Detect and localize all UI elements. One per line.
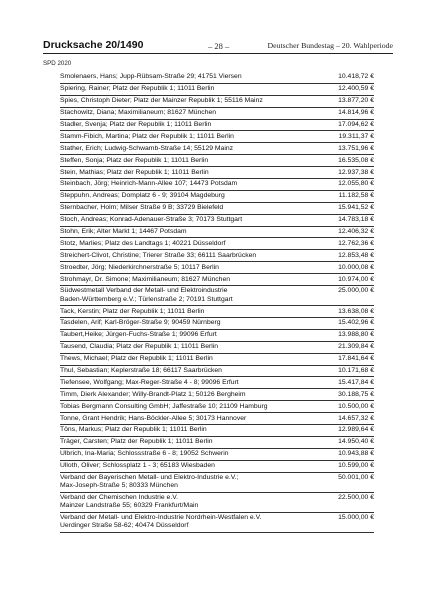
table-row — [60, 179, 374, 191]
table-row — [60, 461, 374, 473]
donation-amount: 12.762,36 € — [338, 239, 374, 247]
table-row — [60, 250, 374, 262]
donor-name-address: Stohn, Erik; Alter Markt 1; 14467 Potsdam — [60, 227, 187, 235]
table-row — [60, 84, 374, 96]
donor-name-address: Tasdelen, Arif; Karl-Bröger-Straße 9; 90459 Nürnberg — [60, 319, 221, 327]
donation-amount: 14.950,40 € — [338, 438, 374, 446]
donation-amount: 12.406,32 € — [338, 227, 374, 235]
donor-name-address: Taubert,Heike; Jürgen-Fuchs-Straße 1; 99096 Erfurt — [60, 331, 217, 339]
donor-name-address: Spies, Christoph Dieter; Platz der Mainzer Republik 1; 55116 Mainz — [60, 97, 263, 105]
donation-amount: 10.418,72 € — [338, 73, 374, 81]
table-row — [60, 167, 374, 179]
party-year-label: SPD 2020 — [43, 60, 72, 67]
table-row — [60, 413, 374, 425]
table-row — [60, 274, 374, 286]
donor-name-address: Spiering, Rainer; Platz der Republik 1; 11011 Berlin — [60, 85, 215, 93]
table-row — [60, 306, 374, 318]
donation-amount: 12.055,80 € — [338, 180, 374, 188]
table-row — [60, 342, 374, 354]
donation-amount: 19.311,37 € — [338, 132, 374, 140]
table-row — [60, 318, 374, 330]
donor-name-address: Stroedter, Jörg; Niederkirchnerstraße 5; 10117 Berlin — [60, 263, 219, 271]
donor-name-address: Steppuhn, Andreas; Domplatz 6 - 9; 39104 Magdeburg — [60, 192, 225, 200]
donor-name-address: Tobias Bergmann Consulting GmbH; Jaffestraße 10; 21109 Hamburg — [60, 402, 268, 410]
donation-amount: 22.500,00 € — [338, 494, 374, 502]
donor-name-address: Ulbrich, Ina-Maria; Schlossstraße 6 - 8; 19052 Schwerin — [60, 450, 229, 458]
table-row — [60, 238, 374, 250]
donation-amount: 13.638,08 € — [338, 307, 374, 315]
table-row — [60, 493, 374, 513]
donor-name-address: Tack, Kerstin; Platz der Republik 1; 11011 Berlin — [60, 307, 205, 315]
donation-amount: 17.841,64 € — [338, 355, 374, 363]
donation-amount: 15.402,96 € — [338, 319, 374, 327]
donation-amount: 14.814,96 € — [338, 109, 374, 117]
page-header — [43, 39, 393, 53]
donor-name-address: Steinbach, Jörg; Heinrich-Mann-Allee 107; 14473 Potsdam — [60, 180, 238, 188]
table-row — [60, 513, 374, 533]
donor-name-address: Stein, Mathias; Platz der Republik 1; 11011 Berlin — [60, 168, 209, 176]
donor-name-address: Stotz, Marlies; Platz des Landtags 1; 40221 Düsseldorf — [60, 239, 226, 247]
donor-name-address: Timm, Dierk Alexander; Willy-Brandt-Platz 1; 50126 Bergheim — [60, 390, 246, 398]
donor-name-address: Smolenaers, Hans; Jupp-Rübsam-Straße 29; 41751 Viersen — [60, 73, 242, 81]
donor-name-address: Tiefensee, Wolfgang; Max-Reger-Straße 4 - 8; 99096 Erfurt — [60, 378, 239, 386]
donation-amount: 25.000,00 € — [338, 287, 374, 295]
donation-amount: 12.853,48 € — [338, 251, 374, 259]
donation-amount: 11.182,58 € — [338, 192, 374, 200]
table-row — [60, 354, 374, 366]
donation-amount: 12.937,38 € — [338, 168, 374, 176]
header-rule — [43, 53, 393, 54]
table-row — [60, 191, 374, 203]
donor-name-address: Töns, Markus; Platz der Republik 1; 11011 Berlin — [60, 426, 207, 434]
donor-name-address: Tonne, Grant Hendrik; Hans-Böckler-Allee 5; 30173 Hannover — [60, 414, 247, 422]
donor-name-address: Thews, Michael; Platz der Republik 1; 11011 Berlin — [60, 355, 213, 363]
donation-amount: 30.188,75 € — [338, 390, 374, 398]
donor-name-address: Sternbacher, Holm; Milser Straße 9 B; 33729 Bielefeld — [60, 204, 224, 212]
donation-amount: 10.599,00 € — [338, 462, 374, 470]
table-row — [60, 437, 374, 449]
donation-amount: 50.001,00 € — [338, 473, 374, 481]
donor-name-address: Verband der Chemischen Industrie e.V. Mainzer Landstraße 55; 60329 Frankfurt/Main — [60, 494, 199, 510]
donation-amount: 12.400,59 € — [338, 85, 374, 93]
donation-amount: 21.309,84 € — [338, 343, 374, 351]
donation-amount: 10.943,88 € — [338, 450, 374, 458]
table-row — [60, 120, 374, 132]
donor-name-address: Ulloth, Oliver; Schlossplatz 1 - 3; 65183 Wiesbaden — [60, 462, 215, 470]
table-row — [60, 449, 374, 461]
table-row — [60, 425, 374, 437]
table-row — [60, 203, 374, 215]
table-row — [60, 131, 374, 143]
donation-amount: 10.000,08 € — [338, 263, 374, 271]
table-row — [60, 366, 374, 378]
donor-name-address: Stather, Erich; Ludwig-Schwamb-Straße 14; 55129 Mainz — [60, 144, 234, 152]
donor-name-address: Streichert-Clivot, Christine; Trierer Straße 33; 66111 Saarbrücken — [60, 251, 257, 259]
donation-amount: 12.989,64 € — [338, 426, 374, 434]
table-row — [60, 389, 374, 401]
donation-amount: 16.535,08 € — [338, 156, 374, 164]
table-row — [60, 262, 374, 274]
donation-amount: 17.094,62 € — [338, 120, 374, 128]
donation-amount: 13.988,80 € — [338, 331, 374, 339]
donor-name-address: Stachowitz, Diana; Maximilianeum; 81627 München — [60, 109, 217, 117]
donor-name-address: Stadler, Svenja; Platz der Republik 1; 11011 Berlin — [60, 120, 212, 128]
page-number: – 28 – — [208, 41, 230, 51]
donation-amount: 15.000,00 € — [338, 514, 374, 522]
table-row — [60, 473, 374, 493]
table-row — [60, 143, 374, 155]
donation-amount: 13.877,20 € — [338, 97, 374, 105]
donor-name-address: Steffen, Sonja; Platz der Republik 1; 11011 Berlin — [60, 156, 209, 164]
donation-amount: 13.751,96 € — [338, 144, 374, 152]
donation-amount: 10.171,68 € — [338, 366, 374, 374]
table-row — [60, 215, 374, 227]
table-row — [60, 227, 374, 239]
table-row — [60, 72, 374, 84]
table-row — [60, 155, 374, 167]
donor-name-address: Verband der Bayerischen Metall- und Elektro-Industrie e.V.; Max-Joseph-Straße 5; 80333 München — [60, 473, 239, 490]
donor-name-address: Verband der Metall- und Elektro-Industrie Nordrhein-Westfalen e.V. Uerdinger Straße 58-62; 40474 Düsseldorf — [60, 514, 262, 530]
table-row — [60, 286, 374, 306]
donor-name-address: Südwestmetall Verband der Metall- und Elektroindustrie Baden-Württemberg e.V.; Türlenstraße 2; 70191 Stuttgart — [60, 287, 233, 303]
table-row — [60, 330, 374, 342]
table-row — [60, 96, 374, 108]
donation-amount: 14.657,32 € — [338, 414, 374, 422]
donor-name-address: Tausend, Claudia; Platz der Republik 1; 11011 Berlin — [60, 343, 219, 351]
table-row — [60, 108, 374, 120]
donation-amount: 15.941,52 € — [338, 204, 374, 212]
document-number: Drucksache 20/1490 — [43, 39, 144, 51]
donor-name-address: Strohmayr, Dr. Simone; Maximilianeum; 81627 München — [60, 275, 230, 283]
donor-name-address: Träger, Carsten; Platz der Republik 1; 11011 Berlin — [60, 438, 213, 446]
table-row — [60, 377, 374, 389]
donation-amount: 14.783,18 € — [338, 216, 374, 224]
donation-table — [60, 72, 374, 533]
donation-amount: 10.500,00 € — [338, 402, 374, 410]
publication-title: Deutscher Bundestag – 20. Wahlperiode — [267, 41, 393, 50]
table-row — [60, 401, 374, 413]
donation-amount: 10.974,00 € — [338, 275, 374, 283]
donor-name-address: Stamm-Fibich, Martina; Platz der Republik 1; 11011 Berlin — [60, 132, 234, 140]
donation-amount: 15.417,84 € — [338, 378, 374, 386]
donor-name-address: Stoch, Andreas; Konrad-Adenauer-Straße 3; 70173 Stuttgart — [60, 216, 243, 224]
donor-name-address: Thul, Sebastian; Keplerstraße 18; 66117 Saarbrücken — [60, 366, 222, 374]
